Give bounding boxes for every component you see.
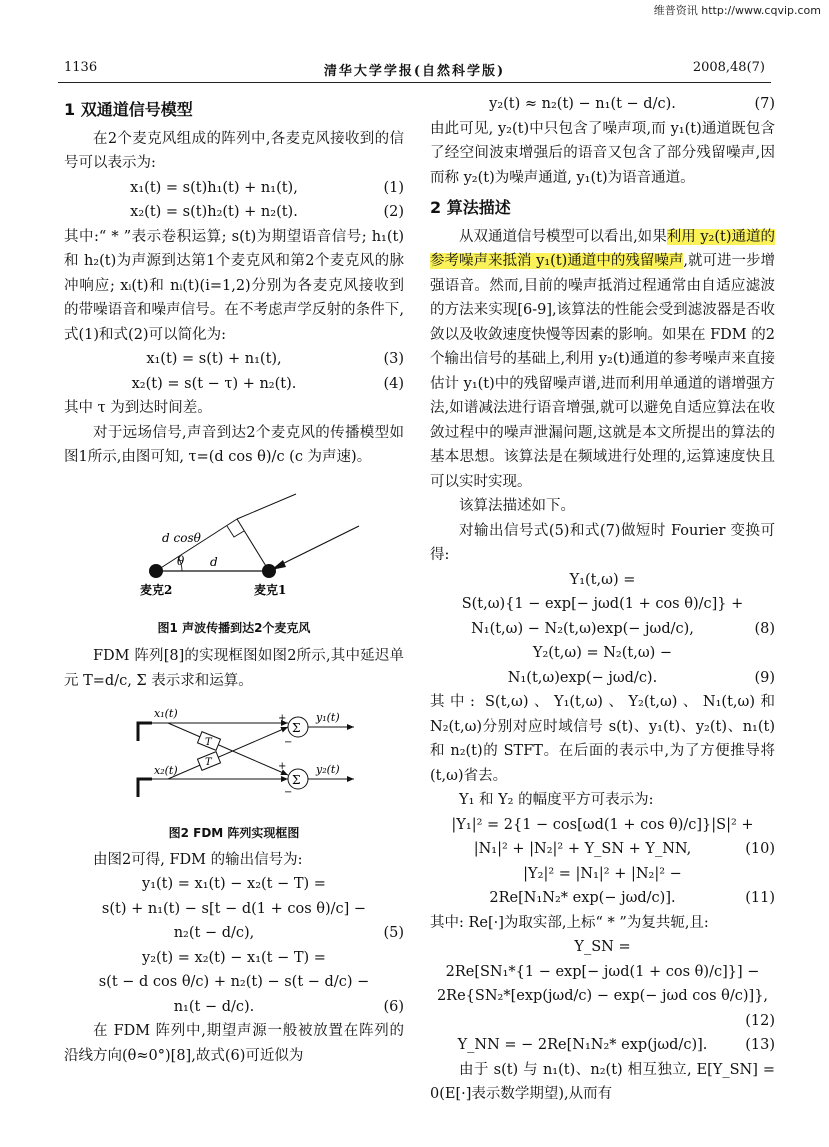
left-column xyxy=(64,92,404,1068)
paragraph: 其中: S(t,ω)、Y₁(t,ω)、Y₂(t,ω)、N₁(t,ω)和 N₂(t,ω)分别对应时域信号 s(t)、y₁(t)、y₂(t)、n₁(t)和 n₂(t)的 STFT。在后面的表示中,为了方便推导将(t,ω)省去。 xyxy=(430,694,775,784)
equation-10a: |Y₁|² = 2{1 − cos[ωd(1 + cos θ)/c]}|S|² + xyxy=(451,816,754,833)
equation-number: (8) xyxy=(754,620,775,637)
label-mic2: 麦克2 xyxy=(140,582,173,597)
highlighted-text: 利用 y₂(t)通道的参考噪声来抵消 y₁(t)通道中的残留噪声 xyxy=(430,228,775,269)
equation-9a: Y₂(t,ω) = N₂(t,ω) − xyxy=(532,645,673,661)
paragraph: 其中: Re[·]为取实部,上标“ * ”为复共轭,且: xyxy=(430,914,709,931)
x2-label: x₂(t) xyxy=(154,764,178,777)
figure-1-propagation-diagram xyxy=(64,476,404,616)
equation-text: |N₁|² + |N₂|² + Y_SN + Y_NN, xyxy=(473,841,692,857)
equation-text: N₁(t,ω)exp(− jωd/c). xyxy=(507,669,658,686)
equation-text: y₂(t) ≈ n₂(t) − n₁(t − d/c). xyxy=(489,96,676,112)
minus-sign-2: − xyxy=(284,787,293,798)
equation-5b: s(t) + n₁(t) − s[t − d(1 + cos θ)/c] − xyxy=(101,900,367,917)
y2-label: y₂(t) xyxy=(316,763,340,776)
issue-info: 2008,48(7) xyxy=(692,60,765,75)
equation-number: (2) xyxy=(383,204,404,220)
paragraph: 其中 τ 为到达时间差。 xyxy=(64,400,212,416)
wavefront-line xyxy=(237,494,296,519)
paragraph: 由此可见, y₂(t)中只包含了噪声项,而 y₁(t)通道既包含了经空间波束增强后的语音又包含了部分残留噪声,因而称 y₂(t)为噪声通道, y₁(t)为语音通道。 xyxy=(430,120,775,186)
text-run: ,就可进一步增强语音。然而,目前的噪声抵消过程通常由自适应滤波的方法来实现[6-9],该算法的性能会受到滤波器是否收敛以及收敛速度快慢等因素的影响。如果在 FDM 的2个输出信号的基础上,利用 y₂(t)通道的参考噪声来直接估计 y₁(t)中的残留噪声谱,进而利用单通道的谱增强方法,如谱减法进行语音增强,就可以避免自适应算法在收敛过程中的噪声泄漏问题,这就是本文所提出的算法的基本思想。该算法是在频域进行处理的,运算速度快且可以实时实现。 xyxy=(430,253,776,490)
equation-text: x₂(t) = s(t − τ) + n₂(t). xyxy=(131,375,297,392)
sound-ray-arrow xyxy=(272,526,359,569)
equation-6a: y₂(t) = x₂(t) − x₁(t − T) = xyxy=(142,949,326,966)
plus-sign-2: + xyxy=(278,761,287,772)
plus-sign-1: + xyxy=(278,713,287,724)
paragraph: Y₁ 和 Y₂ 的幅度平方可表示为: xyxy=(459,792,654,808)
equation-text: n₁(t − d/c). xyxy=(173,998,255,1015)
equation-9b xyxy=(430,666,775,691)
equation-5c xyxy=(64,921,404,946)
paragraph: 其中:“ * ”表示卷积运算; s(t)为期望语音信号; h₁(t)和 h₂(t)为声源到达第1个麦克风和第2个麦克风的脉冲响应; xᵢ(t)和 nᵢ(t)(i=1,2)分别为各麦克风接收到的带噪语音和噪声信号。在不考虑声学反射的条件下,式(1)和式(2)可以简化为: xyxy=(64,228,404,343)
paragraph: 在 FDM 阵列中,期望声源一般被放置在阵列的沿线方向(θ≈0°)[8],故式(6)可近似为 xyxy=(64,1023,404,1064)
equation-number: (1) xyxy=(383,179,404,196)
equation-number: (10) xyxy=(745,841,775,857)
mic-1-icon xyxy=(262,564,276,578)
equation-text: Y_NN = − 2Re[N₁N₂* exp(jωd/c)]. xyxy=(457,1037,708,1053)
equation-number: (6) xyxy=(383,998,404,1015)
figure-2-fdm-block-diagram xyxy=(64,699,404,817)
paragraph: 对于远场信号,声音到达2个麦克风的传播模型如图1所示,由图可知, τ=(d cos θ)/c (c 为声速)。 xyxy=(64,424,404,465)
label-d: d xyxy=(210,554,218,569)
y1-label: y₁(t) xyxy=(316,711,340,724)
equation-6c xyxy=(64,995,404,1020)
equation-11b xyxy=(430,886,775,911)
right-column xyxy=(430,92,775,1107)
figure-1-caption: 图1 声波传播到达2个麦克风 xyxy=(157,620,311,635)
mic-2-stem xyxy=(138,779,152,797)
text-run: 从双通道信号模型可以看出,如果 xyxy=(459,228,667,245)
right-angle-mark xyxy=(227,526,244,537)
equation-number: (3) xyxy=(383,351,404,367)
mic-2-icon xyxy=(149,564,163,578)
header-rule xyxy=(58,82,771,83)
equation-7 xyxy=(430,92,775,117)
equation-8b: S(t,ω){1 − exp[− jωd(1 + cos θ)/c]} + xyxy=(461,596,744,612)
equation-11a: |Y₂|² = |N₁|² + |N₂|² − xyxy=(523,865,682,882)
perpendicular-line xyxy=(237,519,269,571)
mic-1-stem xyxy=(138,723,152,741)
equation-13 xyxy=(430,1033,775,1058)
paragraph: 由图2可得, FDM 的输出信号为: xyxy=(93,851,303,868)
equation-text: n₂(t − d/c), xyxy=(173,925,255,941)
equation-number: (7) xyxy=(754,96,775,112)
equation-6b: s(t − d cos θ/c) + n₂(t) − s(t − d/c) − xyxy=(98,974,370,990)
cross-line-x1 xyxy=(168,723,288,775)
label-mic1: 麦克1 xyxy=(254,582,287,597)
equation-12-number: (12) xyxy=(745,1012,775,1029)
watermark: 维普资讯 http://www.cqvip.com xyxy=(653,4,821,17)
equation-12c: 2Re{SN₂*[exp(jωd/c) − exp(− jωd cos θ/c)]}, xyxy=(436,988,769,1004)
paragraph: FDM 阵列[8]的实现框图如图2所示,其中延迟单元 T=d/c, Σ 表示求和运算。 xyxy=(64,648,404,689)
equation-12a: Y_SN = xyxy=(574,939,631,955)
equation-text: N₁(t,ω) − N₂(t,ω)exp(− jωd/c), xyxy=(471,620,694,637)
sigma-1: Σ xyxy=(292,721,301,735)
label-dcos: d cosθ xyxy=(162,530,201,545)
equation-text: x₂(t) = s(t)h₂(t) + n₂(t). xyxy=(130,204,298,220)
equation-4 xyxy=(64,372,404,397)
equation-8c xyxy=(430,617,775,642)
journal-title: 清华大学学报(自然科学版) xyxy=(323,64,506,79)
equation-text: x₁(t) = s(t) + n₁(t), xyxy=(146,351,282,367)
equation-number: (11) xyxy=(745,890,775,906)
figure-2-caption: 图2 FDM 阵列实现框图 xyxy=(168,826,300,840)
equation-number: (4) xyxy=(383,375,404,392)
equation-3 xyxy=(64,347,404,372)
equation-number: (5) xyxy=(383,925,404,941)
sigma-2: Σ xyxy=(292,773,301,787)
section-2-heading: 2 算法描述 xyxy=(430,198,511,217)
delay-label-1: T xyxy=(205,737,212,748)
equation-12b: 2Re[SN₁*{1 − exp[− jωd(1 + cos θ)/c]}] − xyxy=(445,963,760,980)
cross-line-x2 xyxy=(168,727,288,779)
projection-line xyxy=(156,519,237,571)
paragraph: 对输出信号式(5)和式(7)做短时 Fourier 变换可得: xyxy=(430,522,775,563)
equation-number: (13) xyxy=(745,1037,775,1053)
equation-number: (9) xyxy=(754,669,775,686)
equation-2 xyxy=(64,200,404,225)
equation-1 xyxy=(64,176,404,201)
equation-10b xyxy=(430,837,775,862)
paragraph: 该算法描述如下。 xyxy=(459,498,575,514)
x1-label: x₁(t) xyxy=(154,707,178,720)
paragraph: 由于 s(t) 与 n₁(t)、n₂(t) 相互独立, E[Y_SN] = 0(E[·]表示数学期望),从而有 xyxy=(430,1061,775,1102)
label-theta: θ xyxy=(177,553,185,568)
minus-sign-1: − xyxy=(284,737,293,748)
delay-label-2: T xyxy=(205,757,212,768)
equation-5a: y₁(t) = x₁(t) − x₂(t − T) = xyxy=(142,876,326,892)
paragraph-highlighted xyxy=(430,225,775,495)
equation-8a: Y₁(t,ω) = xyxy=(569,571,636,588)
section-1-heading: 1 双通道信号模型 xyxy=(64,100,193,119)
equation-text: x₁(t) = s(t)h₁(t) + n₁(t), xyxy=(130,179,298,196)
equation-text: 2Re[N₁N₂* exp(− jωd/c)]. xyxy=(489,890,676,906)
paragraph: 在2个麦克风组成的阵列中,各麦克风接收到的信号可以表示为: xyxy=(64,130,404,171)
page-number: 1136 xyxy=(64,60,98,75)
